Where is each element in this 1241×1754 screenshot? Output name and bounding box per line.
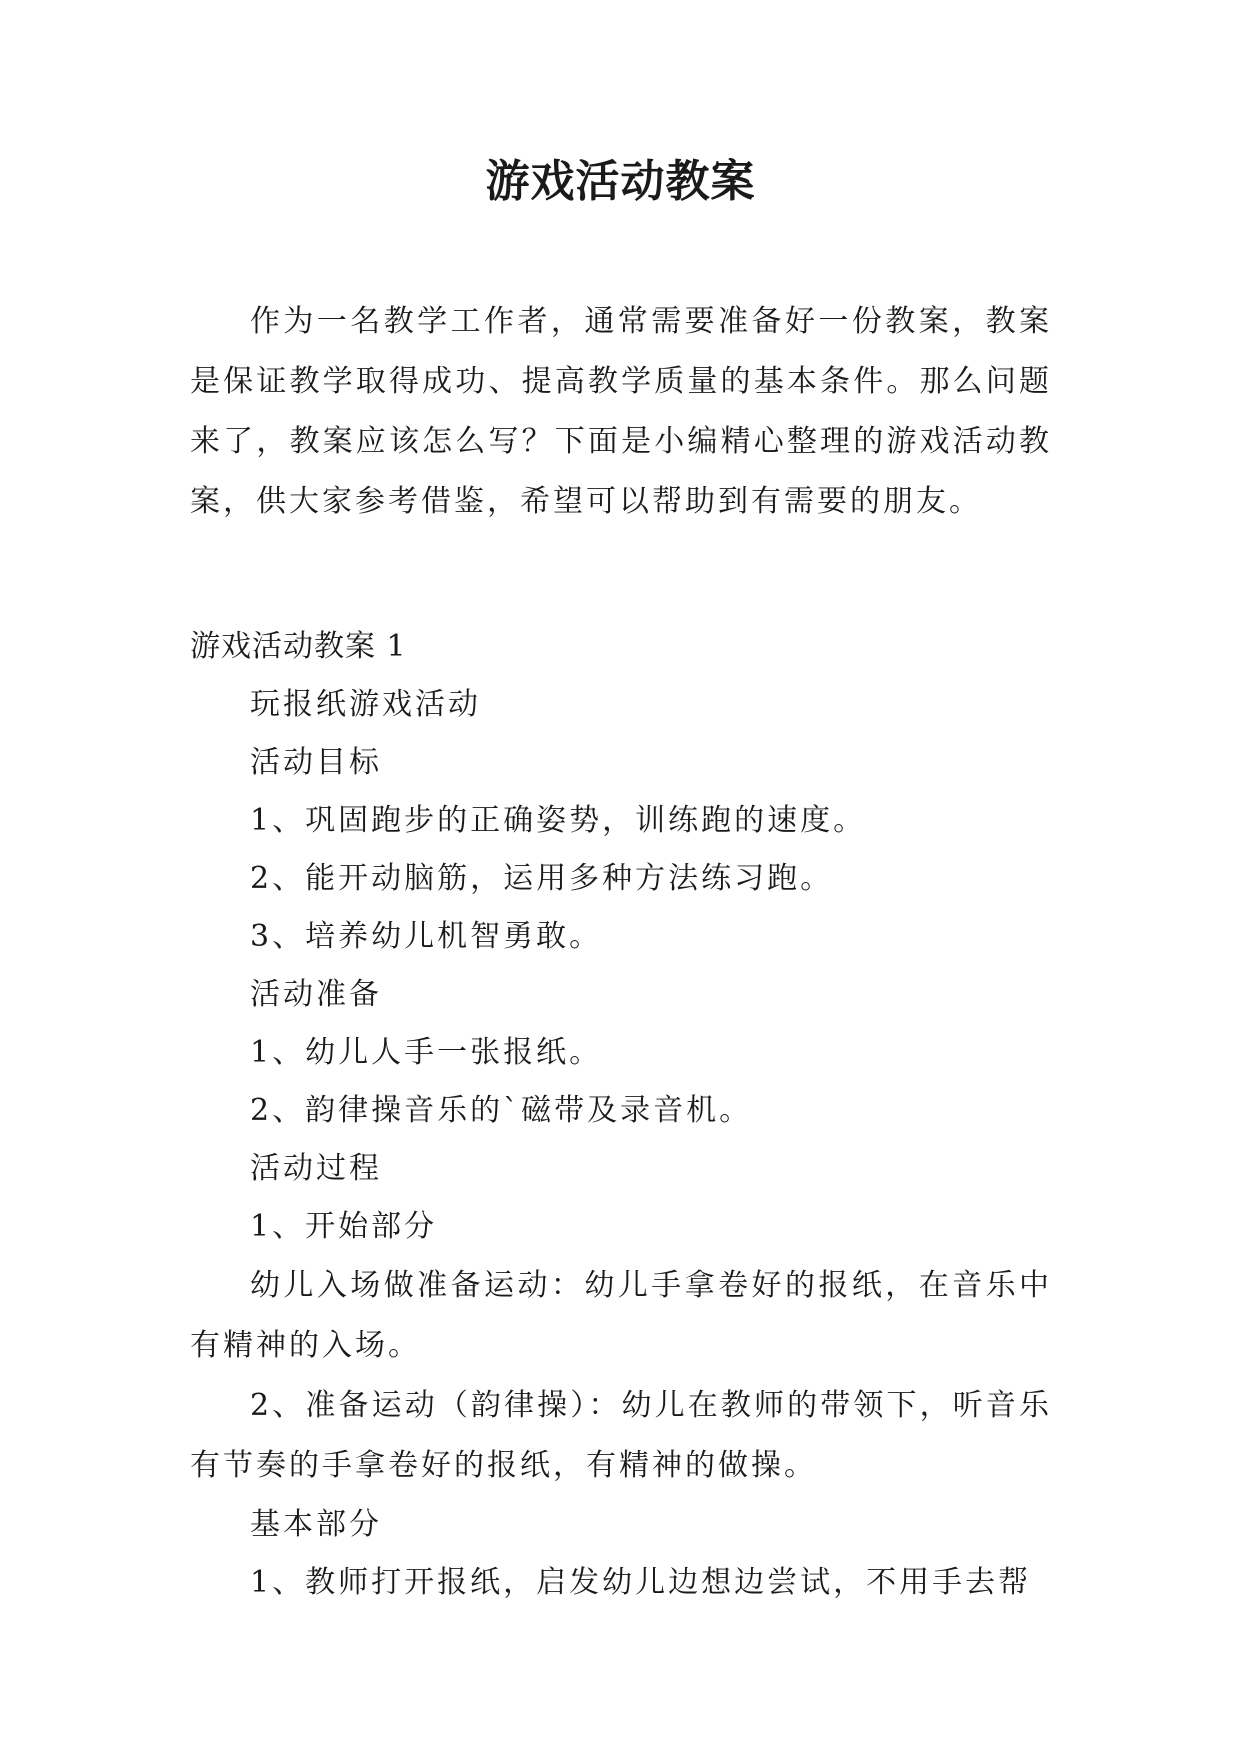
goal-item: 2、能开动脑筋，运用多种方法练习跑。 <box>250 861 834 896</box>
goal-item: 3、培养幼儿机智勇敢。 <box>250 919 603 954</box>
subheading-process: 活动过程 <box>250 1151 382 1186</box>
document-title: 游戏活动教案 <box>485 156 756 207</box>
subheading-basic-part: 基本部分 <box>250 1507 382 1542</box>
preparation-item: 1、幼儿人手一张报纸。 <box>250 1035 603 1070</box>
basic-part-step: 1、教师打开报纸，启发幼儿边想边尝试，不用手去帮 <box>250 1565 1032 1600</box>
preparation-item: 2、韵律操音乐的`磁带及录音机。 <box>250 1093 753 1128</box>
process-step: 1、开始部分 <box>250 1209 438 1244</box>
intro-paragraph: 作为一名教学工作者，通常需要准备好一份教案，教案是保证教学取得成功、提高教学质量的基本条件。那么问题来了，教案应该怎么写？下面是小编精心整理的游戏活动教案，供大家参考借鉴，希望可以帮助到有需要的朋友。 <box>190 304 1052 519</box>
document-body <box>190 292 1052 1612</box>
goal-item: 1、巩固跑步的正确姿势，训练跑的速度。 <box>250 803 867 838</box>
subheading-preparation: 活动准备 <box>250 977 382 1012</box>
activity-name: 玩报纸游戏活动 <box>250 687 481 722</box>
section-heading: 游戏活动教案 1 <box>190 629 407 664</box>
process-paragraph: 2、准备运动（韵律操）：幼儿在教师的带领下，听音乐有节奏的手拿卷好的报纸，有精神的做操。 <box>190 1388 1052 1483</box>
subheading-goals: 活动目标 <box>250 745 382 780</box>
process-paragraph: 幼儿入场做准备运动：幼儿手拿卷好的报纸，在音乐中有精神的入场。 <box>190 1268 1052 1363</box>
